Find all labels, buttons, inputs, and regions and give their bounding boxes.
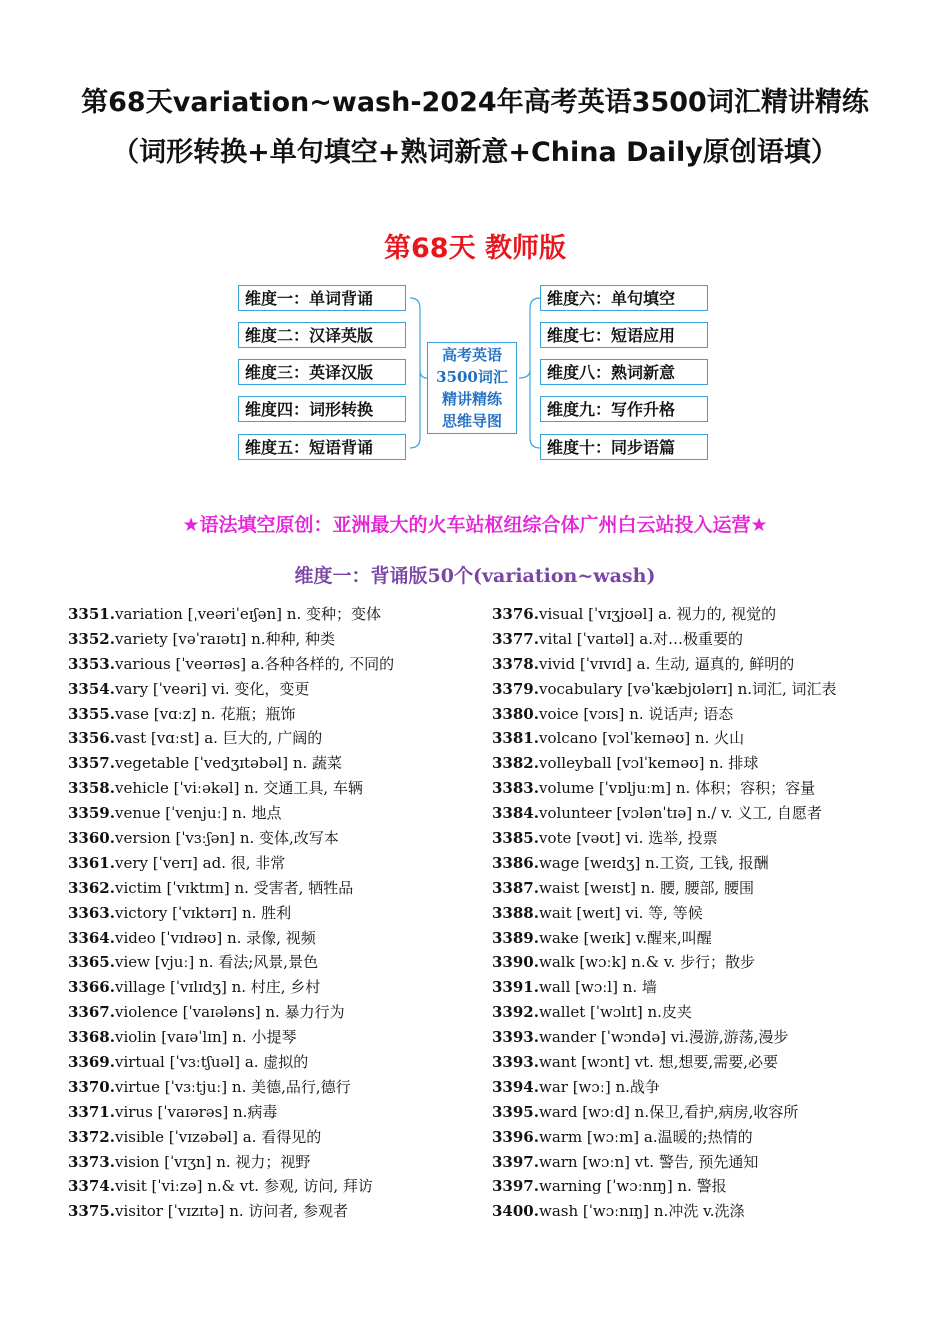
vocab-number: 3374.: [68, 1177, 115, 1196]
vocab-entry: [492, 627, 932, 652]
vocab-number: 3397.: [492, 1152, 539, 1171]
vocab-entry: [492, 950, 932, 975]
vocab-text: vary [ˈveəri] vi. 变化，变更: [114, 679, 310, 698]
mind-map-center: [427, 342, 517, 434]
vocab-text: visitor [ˈvɪzɪtə] n. 访问者, 参观者: [114, 1202, 348, 1221]
mind-map-node: 维度八：熟词新意: [540, 359, 708, 385]
vocab-number: 3376.: [492, 605, 539, 623]
vocab-text: vehicle [ˈviːəkəl] n. 交通工具, 车辆: [114, 779, 363, 798]
vocab-text: volcano [vɔlˈkeɪnəʊ] n. 火山: [538, 729, 745, 748]
vocab-text: wander [ˈwɔndə] vi.漫游,游荡,漫步: [538, 1028, 789, 1047]
vocab-number: 3393.: [492, 1053, 539, 1072]
vocab-text: visible [ˈvɪzəbəl] a. 看得见的: [114, 1127, 322, 1146]
vocab-number: 3393.: [492, 1028, 539, 1047]
vocab-entry: [68, 801, 483, 826]
vocab-text: voice [vɔɪs] n. 说话声; 语态: [538, 704, 734, 723]
vocab-text: variation [ˌveəriˈeɪʃən] n. 变种；变体: [114, 605, 381, 623]
document-title: 第68天variation~wash-2024年高考英语3500词汇精讲精练（词形转换+单句填空+熟词新意+China Daily原创语填）: [81, 87, 869, 168]
vocab-text: victory [ˈvɪktərɪ] n. 胜利: [114, 903, 292, 922]
vocab-text: village [ˈvɪlɪdʒ] n. 村庄, 乡村: [114, 978, 321, 997]
vocab-number: 3369.: [68, 1053, 115, 1072]
vocab-text: visual [ˈvɪʒjʊəl] a. 视力的, 视觉的: [538, 605, 777, 623]
vocab-number: 3395.: [492, 1102, 539, 1121]
vocab-entry: [492, 1125, 932, 1150]
vocab-entry: [492, 677, 932, 702]
vocab-text: wage [weɪdʒ] n.工资, 工钱, 报酬: [538, 853, 769, 872]
vocab-entry: [68, 1199, 483, 1224]
vocab-text: visit [ˈviːzə] n.& vt. 参观, 访问, 拜访: [114, 1177, 373, 1196]
mind-map-center-line: 精讲精练: [441, 390, 502, 408]
vocab-number: 3365.: [68, 953, 115, 972]
vocab-number: 3383.: [492, 779, 539, 798]
vocab-number: 3362.: [68, 878, 115, 897]
vocab-text: variety [vəˈraɪətɪ] n.种种, 种类: [114, 629, 336, 648]
mind-map-node: 维度九：写作升格: [540, 396, 708, 422]
vocab-text: vegetable [ˈvedʒɪtəbəl] n. 蔬菜: [114, 754, 343, 773]
vocab-entry: [68, 726, 483, 751]
vocab-text: war [wɔː] n.战争: [538, 1077, 660, 1096]
vocab-text: vast [vɑːst] a. 巨大的, 广阔的: [114, 729, 323, 748]
vocab-number: 3390.: [492, 953, 539, 972]
mind-map-center-line: 思维导图: [441, 412, 502, 430]
vocab-entry: [68, 1150, 483, 1175]
vocab-number: 3353.: [68, 654, 115, 673]
vocab-text: very [ˈverɪ] ad. 很, 非常: [114, 853, 286, 872]
vocab-number: 3373.: [68, 1152, 115, 1171]
vocab-entry: [68, 627, 483, 652]
vocab-number: 3368.: [68, 1028, 115, 1047]
vocab-text: vision [ˈvɪʒn] n. 视力；视野: [114, 1152, 311, 1171]
vocab-number: 3366.: [68, 978, 115, 997]
vocab-text: violence [ˈvaɪələns] n. 暴力行为: [114, 1003, 345, 1022]
vocab-number: 3371.: [68, 1102, 115, 1121]
vocab-number: 3379.: [492, 679, 539, 698]
vocab-entry: [492, 826, 932, 851]
vocab-number: 3375.: [68, 1202, 115, 1221]
mind-map: [230, 280, 720, 470]
vocab-number: 3386.: [492, 853, 539, 872]
vocab-text: volunteer [vɔlənˈtɪə] n./ v. 义工, 自愿者: [538, 804, 822, 823]
vocab-text: virus [ˈvaɪərəs] n.病毒: [114, 1102, 278, 1121]
vocab-entry: [68, 901, 483, 926]
vocab-number: 3355.: [68, 704, 115, 723]
mind-map-node: 维度十：同步语篇: [540, 434, 708, 460]
vocab-text: wash [ˈwɔːnɪŋ] n.冲洗 v.洗涤: [538, 1202, 745, 1221]
vocab-number: 3381.: [492, 729, 539, 748]
vocab-text: virtual [ˈvɜːtʃuəl] a. 虚拟的: [114, 1053, 309, 1072]
vocab-entry: [492, 602, 932, 627]
teacher-edition-subtitle: 第68天 教师版: [384, 233, 566, 264]
vocab-entry: [492, 1050, 932, 1075]
vocab-number: 3397.: [492, 1177, 539, 1196]
section-title: 维度一：背诵版50个(variation~wash): [294, 565, 656, 587]
vocab-entry: [492, 702, 932, 727]
vocab-text: ward [wɔːd] n.保卫,看护,病房,收容所: [538, 1102, 799, 1121]
vocab-text: vote [vəʊt] vi. 选举, 投票: [538, 829, 718, 848]
vocab-entry: [68, 926, 483, 951]
vocab-text: wall [wɔːl] n. 墙: [538, 978, 657, 997]
vocab-number: 3357.: [68, 754, 115, 773]
vocab-entry: [492, 652, 932, 677]
vocab-text: warn [wɔːn] vt. 警告, 预先通知: [538, 1152, 759, 1171]
vocab-entry: [492, 975, 932, 1000]
mind-map-node: 维度一：单词背诵: [238, 285, 406, 311]
mind-map-node: 维度四：词形转换: [238, 396, 406, 422]
vocab-entry: [492, 1025, 932, 1050]
vocab-entry: [68, 652, 483, 677]
vocab-number: 3389.: [492, 928, 539, 947]
vocab-entry: [68, 677, 483, 702]
vocab-number: 3392.: [492, 1003, 539, 1022]
vocab-entry: [492, 1150, 932, 1175]
vocab-entry: [492, 726, 932, 751]
vocab-entry: [68, 975, 483, 1000]
mind-map-node: 维度二：汉译英版: [238, 322, 406, 348]
mind-map-node: 维度六：单句填空: [540, 285, 708, 311]
vocab-number: 3380.: [492, 704, 539, 723]
vocab-text: violin [vaɪəˈlɪn] n. 小提琴: [114, 1028, 297, 1047]
mind-map-node: 维度五：短语背诵: [238, 434, 406, 460]
vocab-text: virtue [ˈvɜːtjuː] n. 美德,品行,德行: [114, 1077, 351, 1096]
vocab-number: 3370.: [68, 1077, 115, 1096]
vocab-entry: [68, 1025, 483, 1050]
vocab-text: waist [weɪst] n. 腰, 腰部, 腰围: [538, 878, 755, 897]
vocab-number: 3364.: [68, 928, 115, 947]
vocab-text: view [vjuː] n. 看法;风景,景色: [114, 953, 319, 972]
vocab-number: 3351.: [68, 605, 115, 623]
vocab-entry: [68, 702, 483, 727]
vocab-entry: [68, 602, 483, 627]
vocab-entry: [492, 901, 932, 926]
mind-map-center-line: 高考英语: [441, 346, 502, 364]
vocab-number: 3394.: [492, 1077, 539, 1096]
vocab-text: various [ˈveərɪəs] a.各种各样的, 不同的: [114, 654, 395, 673]
mind-map-center-line: 3500词汇: [436, 368, 508, 386]
vocab-number: 3396.: [492, 1127, 539, 1146]
vocab-text: vase [vɑːz] n. 花瓶；瓶饰: [114, 704, 296, 723]
vocab-number: 3382.: [492, 754, 539, 773]
vocab-entry: [492, 776, 932, 801]
word-list-right: [492, 602, 932, 1224]
vocab-number: 3359.: [68, 804, 115, 823]
vocab-number: 3360.: [68, 829, 115, 848]
vocab-entry: [492, 926, 932, 951]
vocab-number: 3388.: [492, 903, 539, 922]
vocab-number: 3358.: [68, 779, 115, 798]
vocab-entry: [492, 1000, 932, 1025]
vocab-entry: [492, 751, 932, 776]
vocab-entry: [68, 1000, 483, 1025]
vocab-text: wait [weɪt] vi. 等, 等候: [538, 903, 703, 922]
vocab-number: 3391.: [492, 978, 539, 997]
vocab-entry: [492, 1199, 932, 1224]
vocab-entry: [68, 1125, 483, 1150]
vocab-entry: [68, 1100, 483, 1125]
vocab-number: 3378.: [492, 654, 539, 673]
vocab-text: warning [ˈwɔːnɪŋ] n. 警报: [538, 1177, 727, 1196]
vocab-number: 3377.: [492, 629, 539, 648]
vocab-text: video [ˈvɪdɪəʊ] n. 录像, 视频: [114, 928, 316, 947]
vocab-entry: [492, 876, 932, 901]
vocab-text: want [wɔnt] vt. 想,想要,需要,必要: [538, 1053, 778, 1072]
vocab-entry: [492, 801, 932, 826]
vocab-entry: [68, 1075, 483, 1100]
vocab-entry: [492, 1174, 932, 1199]
vocab-number: 3356.: [68, 729, 115, 748]
vocab-number: 3372.: [68, 1127, 115, 1146]
vocab-number: 3363.: [68, 903, 115, 922]
vocab-number: 3367.: [68, 1003, 115, 1022]
vocab-text: warm [wɔːm] a.温暖的;热情的: [538, 1127, 753, 1146]
vocab-text: wallet [ˈwɔlɪt] n.皮夹: [538, 1003, 692, 1022]
vocab-number: 3354.: [68, 679, 115, 698]
vocab-entry: [68, 776, 483, 801]
mind-map-node: 维度三：英译汉版: [238, 359, 406, 385]
vocab-text: volume [ˈvɒljuːm] n. 体积；容积；容量: [538, 779, 816, 798]
vocab-entry: [68, 876, 483, 901]
vocab-text: wake [weɪk] v.醒来,叫醒: [538, 928, 712, 947]
vocab-entry: [68, 950, 483, 975]
vocab-text: vital [ˈvaɪtəl] a.对…极重要的: [538, 629, 744, 648]
vocab-number: 3361.: [68, 853, 115, 872]
vocab-entry: [492, 1075, 932, 1100]
mind-map-node: 维度七：短语应用: [540, 322, 708, 348]
vocab-entry: [68, 851, 483, 876]
vocab-text: venue [ˈvenjuː] n. 地点: [114, 804, 282, 823]
vocab-number: 3387.: [492, 878, 539, 897]
vocab-text: volleyball [vɔlˈkeɪnəʊ] n. 排球: [538, 754, 759, 773]
grammar-fill-banner: ★语法填空原创：亚洲最大的火车站枢纽综合体广州白云站投入运营★: [182, 514, 768, 536]
word-list-left: [68, 602, 483, 1224]
vocab-entry: [68, 1050, 483, 1075]
vocab-entry: [68, 751, 483, 776]
vocab-text: version [ˈvɜːʃən] n. 变体,改写本: [114, 829, 339, 848]
vocab-entry: [492, 1100, 932, 1125]
vocab-entry: [492, 851, 932, 876]
vocab-number: 3352.: [68, 629, 115, 648]
vocab-text: victim [ˈvɪktɪm] n. 受害者, 牺牲品: [114, 878, 354, 897]
vocab-number: 3385.: [492, 829, 539, 848]
vocab-number: 3384.: [492, 804, 539, 823]
vocab-entry: [68, 826, 483, 851]
vocab-number: 3400.: [492, 1202, 539, 1221]
vocab-text: walk [wɔːk] n.& v. 步行；散步: [538, 953, 756, 972]
vocab-text: vocabulary [vəˈkæbjʊlərɪ] n.词汇, 词汇表: [538, 679, 837, 698]
vocab-text: vivid [ˈvɪvɪd] a. 生动, 逼真的, 鲜明的: [538, 654, 795, 673]
vocab-entry: [68, 1174, 483, 1199]
